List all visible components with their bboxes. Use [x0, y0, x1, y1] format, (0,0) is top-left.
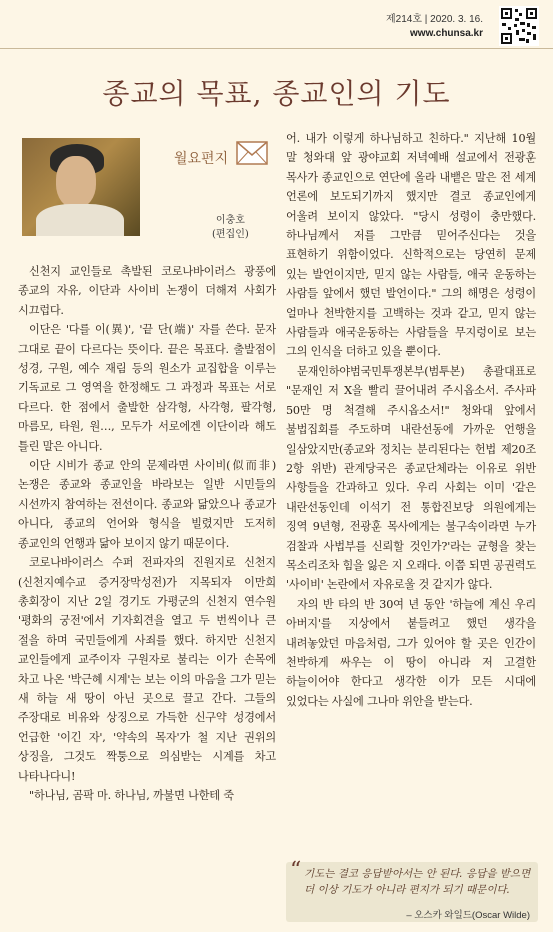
site-url[interactable]: www.chunsa.kr — [410, 28, 483, 39]
qr-code-icon — [499, 6, 539, 46]
quote-mark: “ — [290, 858, 302, 883]
author-role: (편집인) — [212, 229, 249, 240]
author-photo — [22, 138, 140, 236]
paragraph: 자의 반 타의 반 30여 년 동안 '하늘에 계신 우리 아버지'를 지상에서 붙들려고 했던 생각을 내려놓았던 마음처럼, 그가 있어야 할 곳은 인간이 천박하게 싸우는 이 땅이 아니라 저 고결한 하늘이어야 한다고 생각한 이가 모든 시대에 있었다는 사실에 그나마 위안을 받는다. — [286, 597, 536, 708]
envelope-icon — [236, 141, 268, 165]
paragraph: 문재인하야범국민투쟁본부(범투본) 총괄대표로 "문재인 저 X을 빨리 끌어내려 주시옵소서. 주사파 50만 명 척결해 주시옵소서!" 청와대 앞에서 불법집회를 주도하며 내란선동에 가까운 언행을 일삼았지만(종교와 정치는 분리된다는 헌법 제20조 2항 위반) 관계당국은 종교단체라는 이유로 위반 사항들을 간과하고 있다. 우리 사회는 이미 '같은 내란선동인데 이석기 전 통합진보당 의원에게는 징역 9년형, 전광훈 목사에게는 불구속이라면 누가 검찰과 사법부를 신뢰할 것인가?'라는 균형을 찾는 목소리조차 힘을 잃은 지 오래다. 이쯤 되면 공권력도 '사이비' 논란에서 자유로울 것 같지가 않다. — [286, 364, 536, 592]
quote-box — [286, 858, 538, 922]
paragraph-continued: 어. 내가 이렇게 하나님하고 친하다." 지난해 10월 말 청와대 앞 광야교회 저녁예배 설교에서 전광훈 목사가 종교인으로 연단에 올라 내뱉은 말은 전 세계 언론에 보도되기까지 했지만 결코 종교인에게 어울려 보이지 않았다. "당시 성령이 충만했다. 하나님께서 저를 그만큼 믿어주신다는 것을 표현하기 위함이었다. 신학적으로는 당연히 문제 있는 발언이지만, 믿지 않는 사람들, 애국 운동하는 사람들 앞에서 했던 발언이다." 그의 해명은 성령이 얼마나 천박한지를 고백하는 것과 같고, 믿지 않는 사람들과 애국운동하는 사람들을 무지렁이로 보는 그의 인식을 더하고 있을 뿐이다. — [286, 132, 536, 359]
body-column-left — [18, 262, 276, 805]
paragraph: "하나님, 곰팍 마. 하나님, 까불면 나한테 죽 — [29, 788, 234, 802]
header-line — [0, 48, 553, 49]
paragraph: 신천지 교인들로 촉발된 코로나바이러스 광풍에 종교의 자유, 이단과 사이비 논쟁이 더해져 사회가 시끄럽다. — [18, 265, 276, 317]
column-label: 월요편지 — [174, 151, 229, 167]
author-name: 이충호 — [215, 215, 245, 226]
paragraph: 코로나바이러스 수퍼 전파자의 진원지로 신천지(신천지예수교 증거장막성전)가 지목되자 이만희 총회장이 지난 2일 경기도 가평군의 신천지 연수원 '평화의 궁전'에서 기자회견을 열고 두 번씩이나 큰 절을 하며 국민들에게 사죄를 했다. 하지만 신천지 교인들에게 교주이자 구원자로 불리는 이가 손목에 차고 나온 '박근혜 시계'는 보는 이의 마음을 그가 믿는 새 하늘 새 땅이 아닌 곳으로 끌고 간다. 그들의 주장대로 비유와 상징으로 가득한 신구약 성경에서 언급한 '이긴 자', '약속의 목자'가 철 지난 권위의 상징을, 그것도 짝퉁으로 의심받는 시계를 차고 나타나다니! — [18, 556, 276, 783]
body-column-right — [286, 129, 536, 711]
author-credit — [212, 214, 249, 242]
paragraph: 이단은 '다를 이(異)', '끝 단(端)' 자를 쓴다. 문자 그대로 끝이 다르다는 뜻이다. 끝은 목표다. 출발점이 성경, 구원, 예수 재림 등의 원소가 교집합을 이루는 기독교로 그 영역을 한정해도 그 과정과 목표는 서로 다르다. 한 점에서 출발한 삼각형, 사각형, 팔각형, 마름모, 타원, 원…, 모두가 서로에겐 이단이라 해도 틀린 말은 아니다. — [18, 323, 276, 453]
qr-code[interactable] — [499, 6, 539, 46]
paragraph: 이단 시비가 종교 안의 문제라면 사이비(似而非) 논쟁은 종교와 종교인을 바라보는 일반 시민들의 시선까지 참여하는 전선이다. 종교와 닮았으나 종교가 아니다, 종교의 언어와 형식을 빌렸지만 도저히 종교인의 언행과 닮아 보이지 않기 때문이다. — [18, 459, 276, 550]
quote-author: – 오스카 와일드(Oscar Wilde) — [406, 910, 530, 921]
issue-info: 제214호 | 2020. 3. 16. — [386, 14, 483, 25]
quote-text: 기도는 결코 응답받아서는 안 된다. 응답을 받으면 더 이상 기도가 아니라 편지가 되기 때문이다. — [304, 868, 531, 896]
article-title: 종교의 목표, 종교인의 기도 — [102, 77, 451, 110]
